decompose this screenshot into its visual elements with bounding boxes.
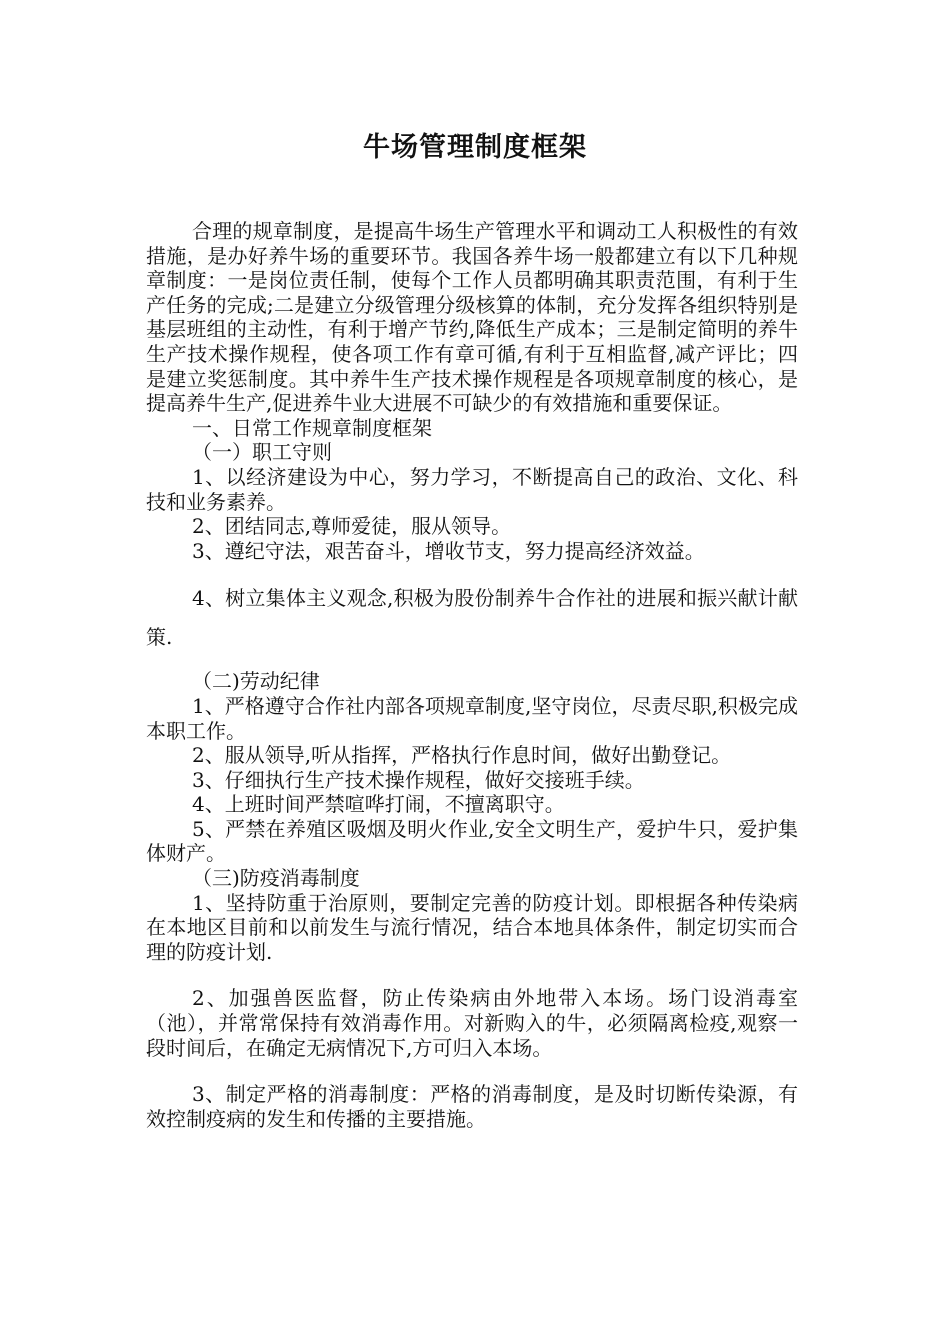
rule-item: 5、严禁在养殖区吸烟及明火作业,安全文明生产，爱护牛只，爱护集体财产。 xyxy=(146,816,798,866)
subsection-heading: （一）职工守则 xyxy=(192,440,332,465)
rule-item: 2、团结同志,尊师爱徒，服从领导。 xyxy=(192,514,512,539)
section-heading: 一、日常工作规章制度框架 xyxy=(192,415,432,440)
rule-item: 4、上班时间严禁喧哗打闹，不擅离职守。 xyxy=(192,792,565,817)
rule-item: 1、坚持防重于治原则，要制定完善的防疫计划。即根据各种传染病在本地区目前和以前发生与流行情况，结合本地具体条件，制定切实而合理的防疫计划. xyxy=(146,890,798,964)
rule-item: 2、服从领导,听从指挥，严格执行作息时间，做好出勤登记。 xyxy=(192,743,732,768)
rule-item: 3、遵纪守法，艰苦奋斗，增收节支，努力提高经济效益。 xyxy=(192,538,705,563)
rule-item: 2、加强兽医监督，防止传染病由外地带入本场。场门设消毒室（池），并常常保持有效消毒作用。对新购入的牛，必须隔离检疫,观察一段时间后，在确定无病情况下,方可归入本场。 xyxy=(146,986,798,1060)
rule-item: 3、仔细执行生产技术操作规程，做好交接班手续。 xyxy=(192,767,645,792)
rule-item: 1、以经济建设为中心，努力学习，不断提高自己的政治、文化、科技和业务素养。 xyxy=(146,464,798,514)
subsection-heading: （二)劳动纪律 xyxy=(192,669,320,694)
intro-paragraph: 合理的规章制度，是提高牛场生产管理水平和调动工人积极性的有效措施，是办好养牛场的重要环节。我国各养牛场一般都建立有以下几种规章制度：一是岗位责任制，使每个工作人员都明确其职责范围，有利于生产任务的完成;二是建立分级管理分级核算的体制，充分发挥各组织特别是基层班组的主动性，有利于增产节约,降低生产成本；三是制定简明的养牛生产技术操作规程，使各项工作有章可循,有利于互相监督,减产评比；四是建立奖惩制度。其中养牛生产技术操作规程是各项规章制度的核心，是提高养牛生产,促进养牛业大进展不可缺少的有效措施和重要保证。 xyxy=(146,219,798,416)
rule-item: 1、严格遵守合作社内部各项规章制度,坚守岗位，尽责尽职,积极完成本职工作。 xyxy=(146,693,798,743)
rule-item: 4、树立集体主义观念,积极为股份制养牛合作社的进展和振兴献计献策. xyxy=(146,586,798,650)
document-body xyxy=(146,219,798,1131)
subsection-heading: （三)防疫消毒制度 xyxy=(192,866,360,891)
document-title: 牛场管理制度框架 xyxy=(363,132,587,163)
rule-item: 3、制定严格的消毒制度：严格的消毒制度，是及时切断传染源，有效控制疫病的发生和传播的主要措施。 xyxy=(146,1082,798,1131)
